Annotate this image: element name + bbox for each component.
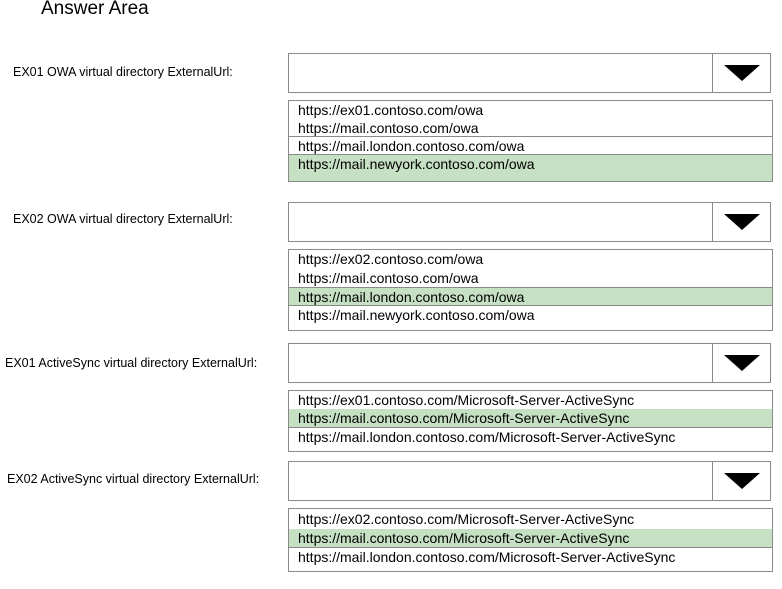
option-ex01-as-1[interactable]: https://ex01.contoso.com/Microsoft-Server-ActiveSync xyxy=(298,392,635,408)
ex02-activesync-dropdown[interactable] xyxy=(288,461,771,501)
ex02-owa-label: EX02 OWA virtual directory ExternalUrl: xyxy=(13,212,233,226)
option-ex02-as-3[interactable]: https://mail.london.contoso.com/Microsoft-Server-ActiveSync xyxy=(298,549,676,565)
option-ex01-owa-3[interactable]: https://mail.london.contoso.com/owa xyxy=(289,137,772,155)
triangle-down-icon xyxy=(724,65,760,81)
option-ex02-owa-4[interactable]: https://mail.newyork.contoso.com/owa xyxy=(298,307,535,323)
ex02-activesync-dropdown-toggle[interactable] xyxy=(712,462,770,500)
triangle-down-icon xyxy=(724,473,760,489)
option-ex01-as-2-selected[interactable]: https://mail.contoso.com/Microsoft-Server-ActiveSync xyxy=(289,409,772,428)
answer-area-title: Answer Area xyxy=(41,0,149,19)
option-ex01-owa-2[interactable]: https://mail.contoso.com/owa xyxy=(289,119,772,137)
ex02-owa-dropdown-toggle[interactable] xyxy=(712,203,770,241)
ex01-owa-label: EX01 OWA virtual directory ExternalUrl: xyxy=(13,65,233,79)
ex01-owa-options xyxy=(288,100,773,182)
option-ex01-owa-4-selected[interactable]: https://mail.newyork.contoso.com/owa xyxy=(289,155,772,181)
option-ex02-as-2-selected[interactable]: https://mail.contoso.com/Microsoft-Server-ActiveSync xyxy=(289,529,772,548)
option-ex02-owa-2[interactable]: https://mail.contoso.com/owa xyxy=(289,269,772,288)
option-ex01-owa-1[interactable]: https://ex01.contoso.com/owa xyxy=(298,102,484,118)
ex01-owa-dropdown-toggle[interactable] xyxy=(712,54,770,92)
triangle-down-icon xyxy=(724,355,760,371)
ex02-owa-dropdown[interactable] xyxy=(288,202,771,242)
ex01-activesync-options xyxy=(288,390,773,452)
ex01-activesync-dropdown[interactable] xyxy=(288,343,771,383)
ex02-owa-options xyxy=(288,249,773,331)
ex01-activesync-label: EX01 ActiveSync virtual directory ExternalUrl: xyxy=(5,356,258,370)
ex01-owa-dropdown[interactable] xyxy=(288,53,771,93)
ex02-activesync-options xyxy=(288,508,773,572)
option-ex02-owa-1[interactable]: https://ex02.contoso.com/owa xyxy=(298,251,484,267)
triangle-down-icon xyxy=(724,214,760,230)
option-ex02-owa-3-selected[interactable]: https://mail.london.contoso.com/owa xyxy=(289,288,772,306)
ex01-activesync-dropdown-toggle[interactable] xyxy=(712,344,770,382)
ex02-activesync-label: EX02 ActiveSync virtual directory ExternalUrl: xyxy=(7,472,260,486)
option-ex02-as-1[interactable]: https://ex02.contoso.com/Microsoft-Server-ActiveSync xyxy=(298,511,635,527)
option-ex01-as-3[interactable]: https://mail.london.contoso.com/Microsoft-Server-ActiveSync xyxy=(298,429,676,445)
